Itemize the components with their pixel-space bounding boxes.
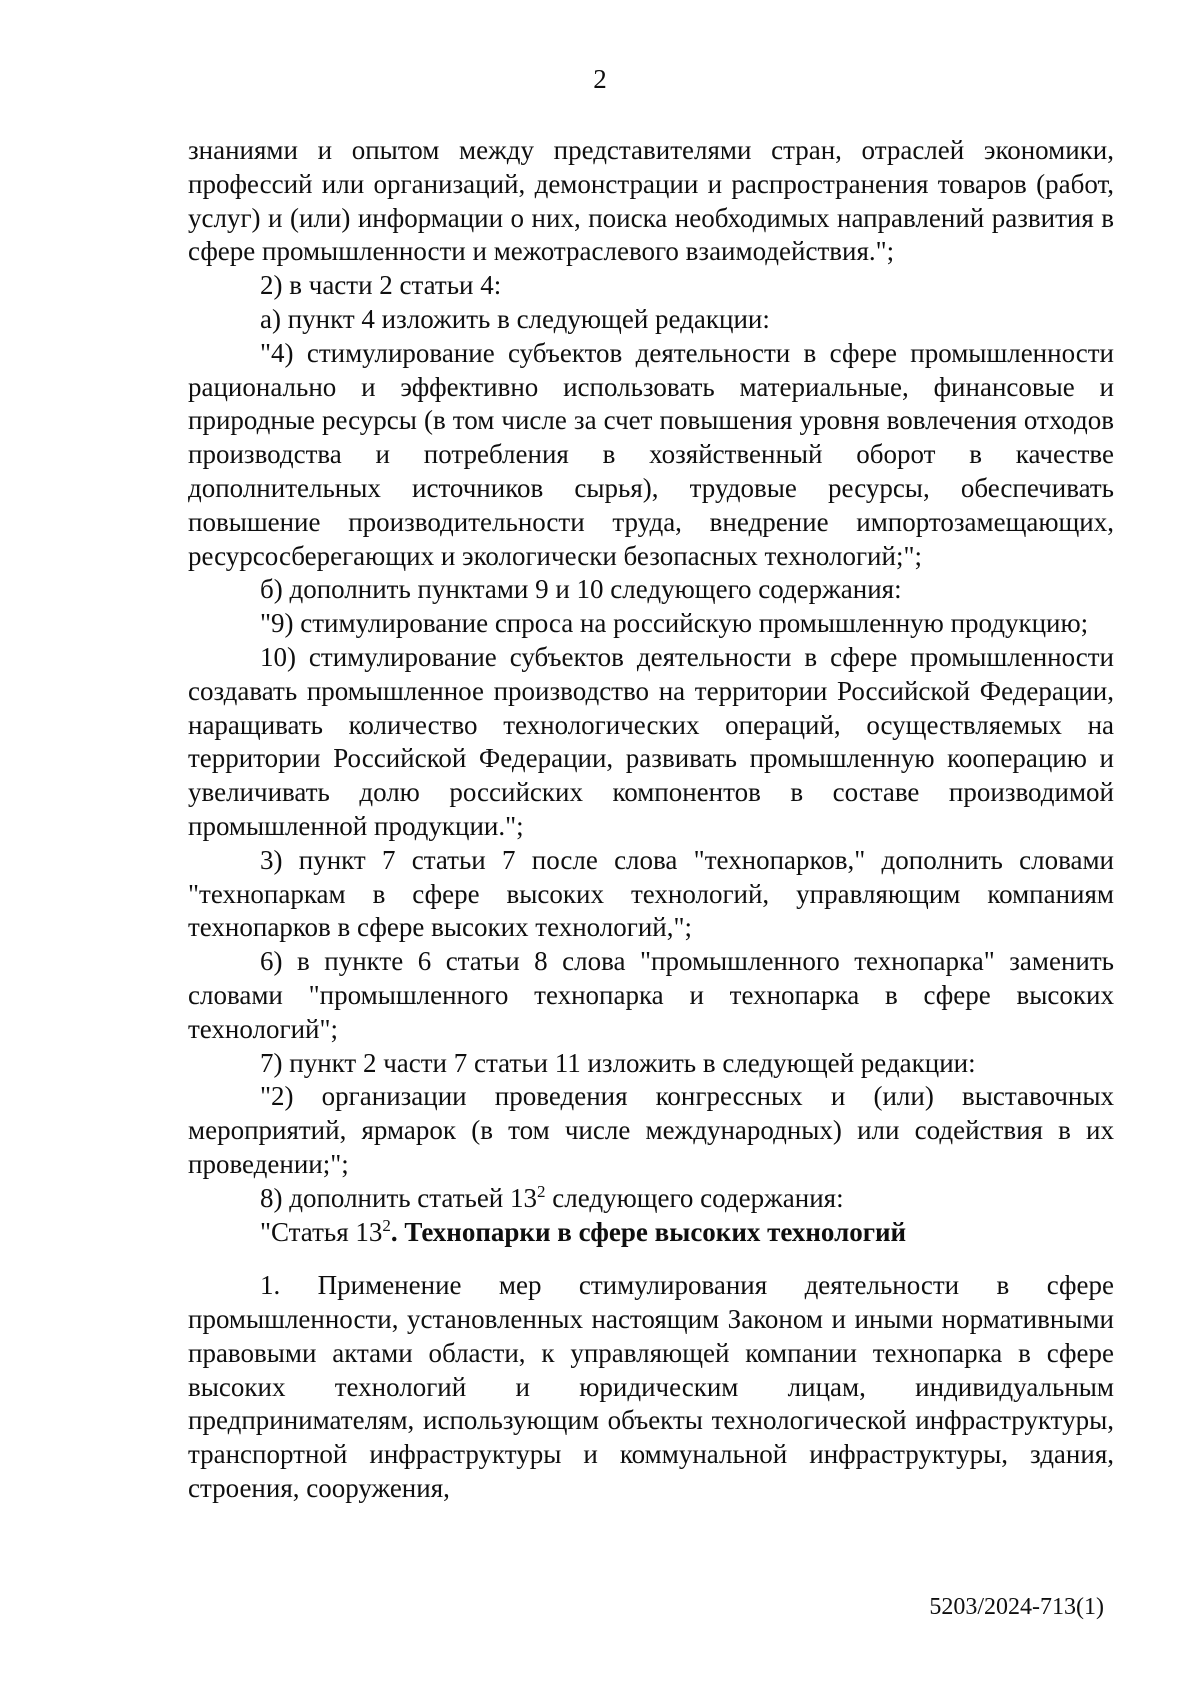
article-heading-superscript: 2 <box>382 1215 391 1235</box>
list-item-8-tail: следующего содержания: <box>545 1182 844 1213</box>
article-heading-title: Технопарки в сфере высоких технологий <box>404 1216 907 1247</box>
list-item-2b: б) дополнить пунктами 9 и 10 следующего содержания: <box>260 574 902 605</box>
quoted-item-9: "9) стимулирование спроса на российскую промышленную продукцию; <box>260 608 1089 639</box>
list-item-6: 6) в пункте 6 статьи 8 слова "промышленного технопарка" заменить словами "промышленного технопарка и технопарка в сфере высоких технологий"; <box>188 946 1114 1044</box>
list-item-3: 3) пункт 7 статьи 7 после слова "технопарков," дополнить словами "технопаркам в сфере высоких технологий, управляющим компаниям технопарков в сфере высоких технологий,"; <box>188 844 1114 943</box>
document-code: 5203/2024-713(1) <box>929 1594 1104 1620</box>
quoted-item-10: 10) стимулирование субъектов деятельности в сфере промышленности создавать промышленное производство на территории Российской Федерации, наращивать количество технологических операций, осуществляемых на территории Российской Федерации, развивать промышленную кооперацию и увеличивать долю российских компонентов в составе производимой промышленной продукции."; <box>188 641 1114 841</box>
article-heading-dot: . <box>390 1216 405 1247</box>
list-item-8-superscript: 2 <box>537 1181 546 1201</box>
list-item-2a: а) пункт 4 изложить в следующей редакции: <box>260 303 770 334</box>
paragraph-continuation: знаниями и опытом между представителями стран, отраслей экономики, профессий или организаций, демонстрации и распространения товаров (работ, услуг) и (или) информации о них, поиска необходимых направлений развития в сфере промышленности и межотраслевого взаимодействия."; <box>188 135 1114 267</box>
quoted-item-2: "2) организации проведения конгрессных и (или) выставочных мероприятий, ярмарок (в том числе международных) или содействия в их проведении;"; <box>188 1081 1114 1179</box>
article-heading <box>188 1216 1114 1250</box>
list-item-8 <box>188 1182 1114 1216</box>
list-item-2: 2) в части 2 статьи 4: <box>260 270 502 301</box>
article-paragraph-1: 1. Применение мер стимулирования деятельности в сфере промышленности, установленных настоящим Законом и иными нормативными правовыми актами области, к управляющей компании технопарка в сфере высоких технологий и юридическим лицам, индивидуальным предпринимателям, использующим объекты технологической инфраструктуры, транспортной инфраструктуры и коммунальной инфраструктуры, здания, строения, сооружения, <box>188 1270 1114 1504</box>
list-item-8-text: 8) дополнить статьей 13 <box>260 1182 538 1213</box>
quoted-item-4: "4) стимулирование субъектов деятельности в сфере промышленности рационально и эффективно использовать материальные, финансовые и природные ресурсы (в том числе за счет повышения уровня вовлечения отходов производства и потребления в хозяйственный оборот в качестве дополнительных источников сырья), трудовые ресурсы, обеспечивать повышение производительности труда, внедрение импортозамещающих, ресурсосберегающих и экологически безопасных технологий;"; <box>188 337 1114 571</box>
article-heading-prefix: "Статья 13 <box>260 1216 383 1247</box>
document-body <box>188 134 1114 1506</box>
list-item-7: 7) пункт 2 части 7 статьи 11 изложить в следующей редакции: <box>260 1047 976 1078</box>
page-number: 2 <box>593 64 607 94</box>
